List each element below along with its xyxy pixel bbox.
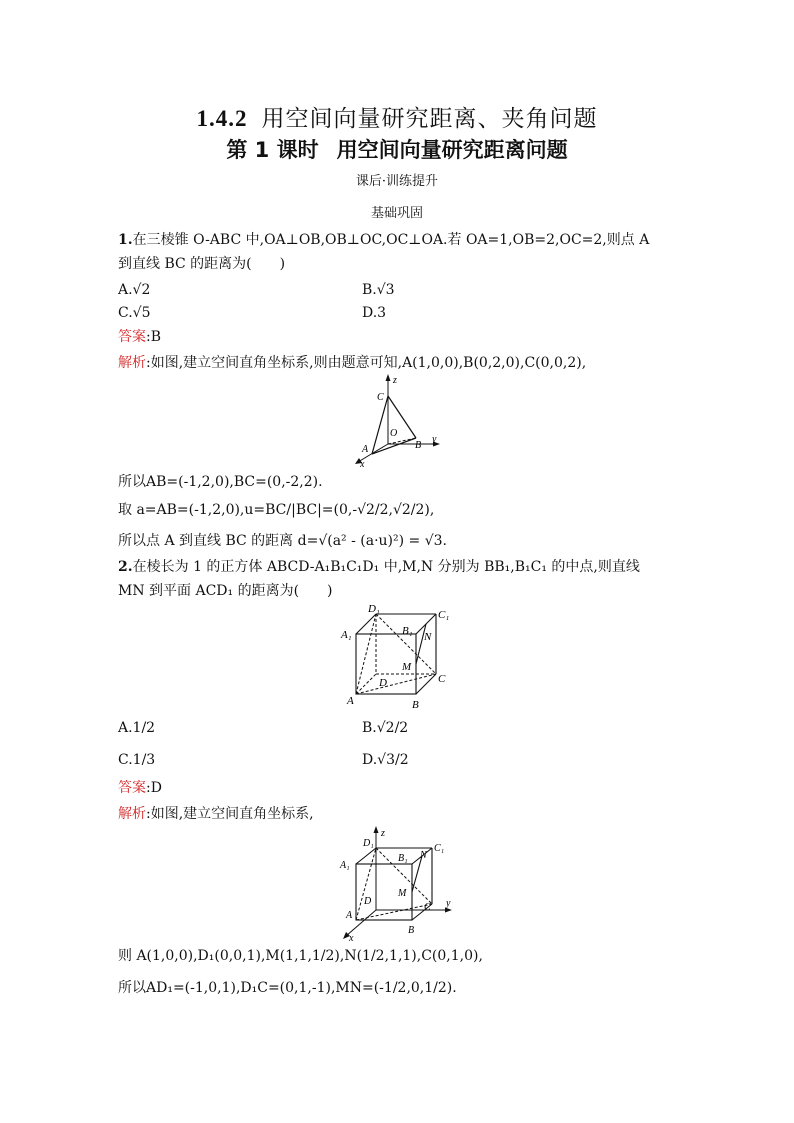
q2-fig1-label-d1: D₁ (368, 603, 380, 615)
q1-option-b: B.√3 (362, 282, 395, 298)
q2-fig1-label-c1: C₁ (438, 609, 450, 621)
q2-number: 2. (118, 559, 133, 575)
q2-fig1-label-a1: A₁ (341, 629, 352, 641)
q1-options-row1 (118, 280, 395, 300)
q2-fig2-label-c: C (424, 902, 431, 913)
q2-fig2-label-x: x (349, 933, 354, 942)
q2-fig2-label-d: D (364, 896, 372, 907)
q1-tetrahedron-figure (350, 372, 450, 468)
q2-fig2-label-a1: A₁ (340, 860, 350, 871)
q2-step2: 所以AD₁=(-1,0,1),D₁C=(0,1,-1),MN=(-1/2,0,1/2). (118, 980, 457, 996)
q2-step1: 则 A(1,0,0),D₁(0,0,1),M(1,1,1/2),N(1/2,1,1),C(0,1,0), (118, 948, 483, 964)
section-number: 1.4.2 (196, 106, 248, 131)
q1-step2: 取 a=AB=(-1,2,0),u=BC/|BC|=(0,-√2/2,√2/2), (118, 502, 435, 518)
q2-answer-value: :D (146, 780, 162, 796)
q2-option-b: B.√2/2 (362, 720, 409, 736)
q2-fig1-label-d: D (379, 677, 387, 689)
q2-fig1-label-m: M (402, 661, 412, 673)
q1-answer-value: :B (146, 329, 162, 345)
q2-option-c: C.1/3 (118, 752, 156, 768)
q2-stem-a: 在棱长为 1 的正方体 ABCD-A₁B₁C₁D₁ 中,M,N 分别为 BB₁,B₁C₁ 的中点,则直线 (132, 559, 640, 575)
q2-fig2-label-a: A (346, 910, 353, 921)
q2-answer (118, 778, 162, 798)
q2-fig1-label-a: A (347, 695, 354, 707)
q1-edge-ab (372, 438, 416, 454)
q1-label-b: B (415, 440, 422, 451)
q2-fig1-label-b: B (412, 699, 419, 711)
q1-step1: 所以AB=(-1,2,0),BC=(0,-2,2). (118, 474, 323, 490)
q2-analysis-label: 解析 (118, 806, 146, 822)
q1-label-c: C (377, 392, 384, 403)
section-title-text: 用空间向量研究距离、夹角问题 (261, 106, 598, 132)
q1-label-a: A (362, 444, 369, 455)
level-label: 基础巩固 (370, 206, 423, 221)
q1-step3: 所以点 A 到直线 BC 的距离 d=√(a² - (a·u)²) = √3. (118, 533, 448, 549)
q2-fig1-label-c: C (438, 673, 446, 685)
q2-analysis-text: :如图,建立空间直角坐标系, (146, 806, 314, 822)
q2-analysis (118, 804, 314, 824)
q2-fig1-label-n: N (424, 631, 432, 643)
q1-answer-label: 答案 (118, 329, 146, 345)
practice-label: 课后·训练提升 (355, 174, 439, 189)
q1-stem-line1 (118, 230, 649, 250)
q2-fig2-label-c1: C₁ (434, 843, 445, 854)
q2-cube-figure (338, 600, 458, 715)
q2-option-a: A.1/2 (118, 720, 156, 736)
q2-fig2-label-b1: B₁ (398, 853, 408, 864)
q1-option-c: C.√5 (118, 305, 151, 321)
q2-fig2-label-y: y (446, 898, 451, 909)
q1-label-y: y (432, 434, 437, 445)
q1-label-x: x (360, 459, 365, 468)
section-title (0, 100, 794, 133)
q2-fig2-label-n: N (420, 850, 427, 861)
q1-number: 1. (118, 232, 133, 248)
q2-stem-b: MN 到平面 ACD₁ 的距离为( ) (118, 583, 333, 599)
q2-options-row1 (118, 718, 409, 738)
q1-stem-b: 到直线 BC 的距离为( ) (118, 256, 286, 272)
q1-label-o: O (390, 428, 398, 439)
q2-fig1-label-b1: B₁ (402, 625, 413, 637)
q1-stem-a: 在三棱锥 O-ABC 中,OA⊥OB,OB⊥OC,OC⊥OA.若 OA=1,OB=2,OC=2,则点 A (132, 232, 650, 248)
q1-option-d: D.3 (362, 305, 387, 321)
q2-cube-axes-figure (336, 824, 461, 942)
lesson-title (0, 134, 794, 164)
q2-fig2-label-b: B (408, 925, 415, 936)
q1-analysis (118, 353, 586, 373)
q1-option-a: A.√2 (118, 282, 151, 298)
q2-fig2-label-d1: D₁ (363, 838, 374, 849)
q1-analysis-text: :如图,建立空间直角坐标系,则由题意可知,A(1,0,0),B(0,2,0),C(0,0,2), (146, 355, 587, 371)
q1-label-z: z (393, 375, 397, 386)
q2-options-row2 (118, 750, 409, 770)
q2-stem-line1 (118, 557, 640, 577)
lesson-title-text: 用空间向量研究距离问题 (336, 138, 568, 162)
q1-answer (118, 327, 161, 347)
q1-options-row2 (118, 303, 387, 323)
q2-fig2-label-z: z (381, 828, 385, 839)
lesson-number: 第 1 课时 (226, 138, 319, 162)
q2-answer-label: 答案 (118, 780, 146, 796)
q2-option-d: D.√3/2 (362, 752, 409, 768)
q2-fig2-label-m: M (398, 888, 407, 899)
q1-analysis-label: 解析 (118, 355, 146, 371)
